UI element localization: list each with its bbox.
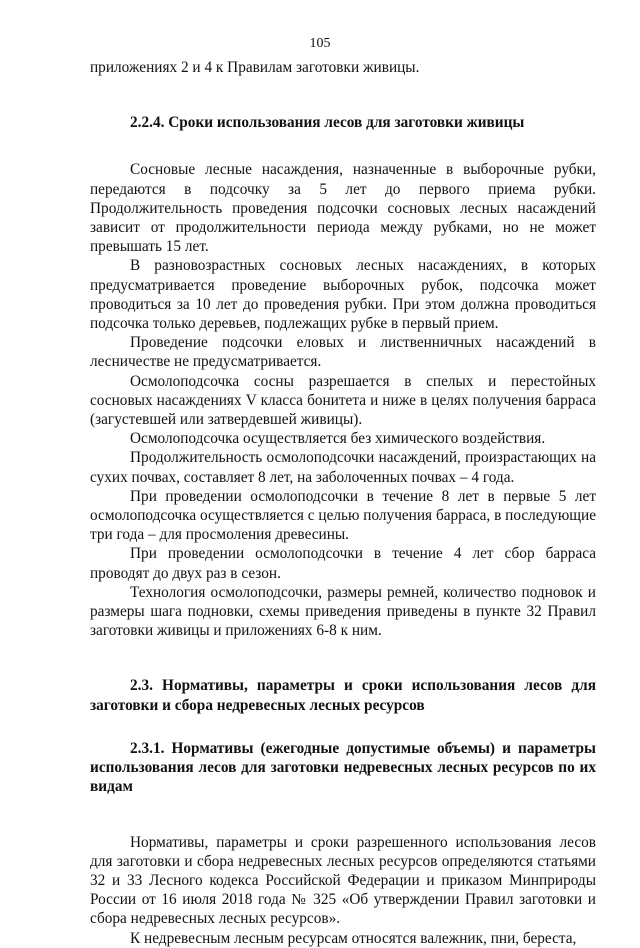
paragraph: К недревесным лесным ресурсам относятся валежник, пни, береста, xyxy=(130,929,577,947)
paragraph: Нормативы, параметры и сроки разрешенного использования лесов для заготовки и сбора недревесных лесных ресурсов определяются статьями 32 и 33 Лесного кодекса Российской Федерации и приказом Минприроды России от 16 июля 2018 года № 325 «Об утверждении Правил заготовки и сбора недревесных лесных ресурсов». xyxy=(90,833,596,928)
paragraph: В разновозрастных сосновых лесных насаждениях, в которых предусматривается проведение выборочных рубок, подсочка может проводиться за 10 лет до проведения рубки. При этом должна проводиться подсочка только деревьев, подлежащих рубке в первый прием. xyxy=(90,257,596,333)
paragraph: Продолжительность осмолоподсочки насаждений, произрастающих на сухих почвах, составляет 8 лет, на заболоченных почвах – 4 года. xyxy=(90,449,596,486)
document-body xyxy=(90,58,596,948)
intro-line: приложениях 2 и 4 к Правилам заготовки живицы. xyxy=(90,59,420,76)
section-2-3-1-title: 2.3.1. Нормативы (ежегодные допустимые объемы) и параметры использования лесов для заготовки недревесных лесных ресурсов по их видам xyxy=(90,739,596,796)
paragraph: Сосновые лесные насаждения, назначенные в выборочные рубки, передаются в подсочку за 5 лет до первого приема рубки. Продолжительность проведения подсочки сосновых лесных насаждений зависит от продолжительности периода между рубками, но не может превышать 15 лет. xyxy=(90,161,596,256)
section-2-3-title: 2.3. Нормативы, параметры и сроки использования лесов для заготовки и сбора недревесных лесных ресурсов xyxy=(90,677,596,714)
paragraph: Технология осмолоподсочки, размеры ремней, количество подновок и размеры шага подновки, схемы приведения приведены в пункте 32 Правил заготовки живицы и приложениях 6-8 к ним. xyxy=(90,583,596,640)
page-number: 105 xyxy=(309,36,331,51)
paragraph: Проведение подсочки еловых и лиственничных насаждений в лесничестве не предусматривается. xyxy=(90,334,596,371)
paragraph: Осмолоподсочка осуществляется без химического воздействия. xyxy=(130,430,546,448)
section-2-2-4-title: 2.2.4. Сроки использования лесов для заготовки живицы xyxy=(130,114,525,132)
paragraph: При проведении осмолоподсочки в течение 4 лет сбор барраса проводят до двух раз в сезон. xyxy=(90,545,596,582)
paragraph: Осмолоподсочка сосны разрешается в спелых и перестойных сосновых насаждениях V класса бонитета и ниже в целях получения барраса (загустевшей или затвердевшей живицы). xyxy=(90,372,596,429)
paragraph: При проведении осмолоподсочки в течение 8 лет в первые 5 лет осмолоподсочка осуществляется с целью получения барраса, в последующие три года – для просмоления древесины. xyxy=(90,487,596,544)
